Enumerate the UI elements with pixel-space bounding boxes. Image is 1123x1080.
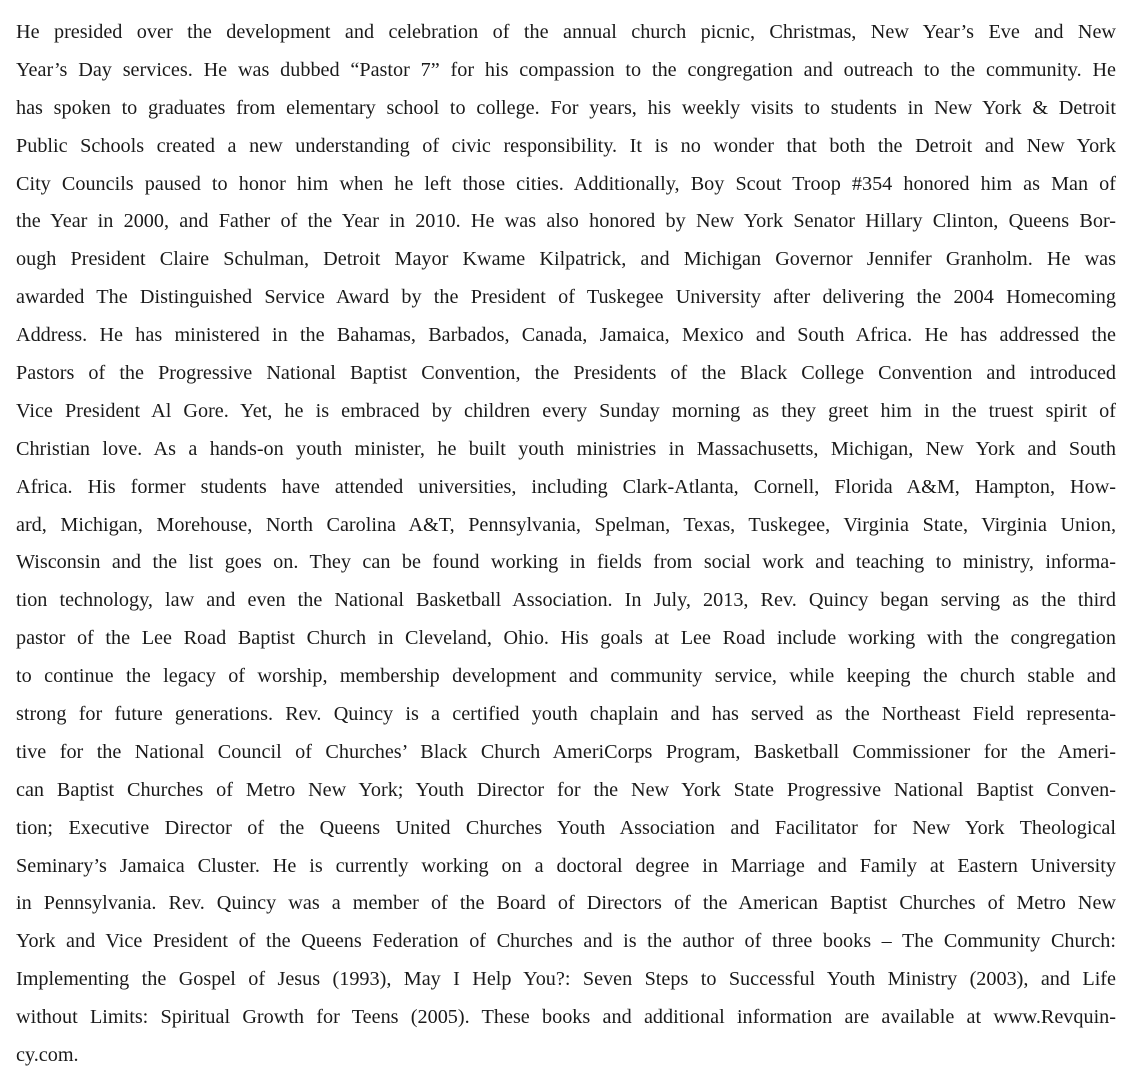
text-line: without Limits: Spiritual Growth for Teens (2005). These books and additional information are available at www.Revquin- [16, 1006, 1116, 1029]
text-line: Public Schools created a new understanding of civic responsibility. It is no wonder that both the Detroit and New York [16, 134, 1116, 157]
text-line: ough President Claire Schulman, Detroit Mayor Kwame Kilpatrick, and Michigan Governor Jennifer Granholm. He was [16, 248, 1116, 271]
text-line: the Year in 2000, and Father of the Year in 2010. He was also honored by New York Senator Hillary Clinton, Queens Bor- [16, 210, 1116, 233]
text-line: He presided over the development and celebration of the annual church picnic, Christmas, New Year’s Eve and New [16, 21, 1116, 43]
text-line: tion technology, law and even the National Basketball Association. In July, 2013, Rev. Quincy began serving as the third [16, 589, 1116, 612]
text-line: can Baptist Churches of Metro New York; Youth Director for the New York State Progressive National Baptist Conven- [16, 778, 1116, 801]
text-line: cy.com. [16, 1044, 79, 1067]
text-line: Wisconsin and the list goes on. They can be found working in fields from social work and teaching to ministry, informa- [16, 551, 1116, 574]
text-line: to continue the legacy of worship, membership development and community service, while keeping the church stable and [16, 665, 1116, 688]
text-line: York and Vice President of the Queens Federation of Churches and is the author of three books – The Community Church: [16, 930, 1116, 953]
document-body [16, 14, 1116, 1075]
text-line: tion; Executive Director of the Queens United Churches Youth Association and Facilitator for New York Theological [16, 816, 1116, 839]
text-line: pastor of the Lee Road Baptist Church in Cleveland, Ohio. His goals at Lee Road include working with the congregation [16, 627, 1116, 650]
text-line: Year’s Day services. He was dubbed “Pastor 7” for his compassion to the congregation and outreach to the community. He [16, 58, 1116, 81]
text-line: City Councils paused to honor him when he left those cities. Additionally, Boy Scout Troop #354 honored him as Man of [16, 172, 1116, 195]
text-line: tive for the National Council of Churches’ Black Church AmeriCorps Program, Basketball Commissioner for the Ameri- [16, 740, 1116, 763]
text-line: in Pennsylvania. Rev. Quincy was a member of the Board of Directors of the American Baptist Churches of Metro New [16, 892, 1116, 915]
text-line: Pastors of the Progressive National Baptist Convention, the Presidents of the Black College Convention and introduced [16, 362, 1116, 385]
biography-paragraph [16, 14, 1116, 1075]
text-line: Seminary’s Jamaica Cluster. He is currently working on a doctoral degree in Marriage and Family at Eastern University [16, 854, 1116, 877]
text-line: Christian love. As a hands-on youth minister, he built youth ministries in Massachusetts, Michigan, New York and South [16, 437, 1116, 460]
text-line: Address. He has ministered in the Bahamas, Barbados, Canada, Jamaica, Mexico and South Africa. He has addressed the [16, 324, 1116, 347]
text-line: ard, Michigan, Morehouse, North Carolina A&T, Pennsylvania, Spelman, Texas, Tuskegee, Virginia State, Virginia Union, [16, 513, 1116, 536]
text-line: awarded The Distinguished Service Award by the President of Tuskegee University after delivering the 2004 Homecoming [16, 286, 1116, 309]
text-line: strong for future generations. Rev. Quincy is a certified youth chaplain and has served as the Northeast Field representa- [16, 703, 1116, 726]
text-line: Implementing the Gospel of Jesus (1993), May I Help You?: Seven Steps to Successful Youth Ministry (2003), and Life [16, 968, 1116, 991]
text-line: Vice President Al Gore. Yet, he is embraced by children every Sunday morning as they greet him in the truest spirit of [16, 399, 1116, 422]
text-line: has spoken to graduates from elementary school to college. For years, his weekly visits to students in New York & Detroit [16, 96, 1116, 119]
text-line: Africa. His former students have attended universities, including Clark-Atlanta, Cornell, Florida A&M, Hampton, How- [16, 475, 1116, 498]
